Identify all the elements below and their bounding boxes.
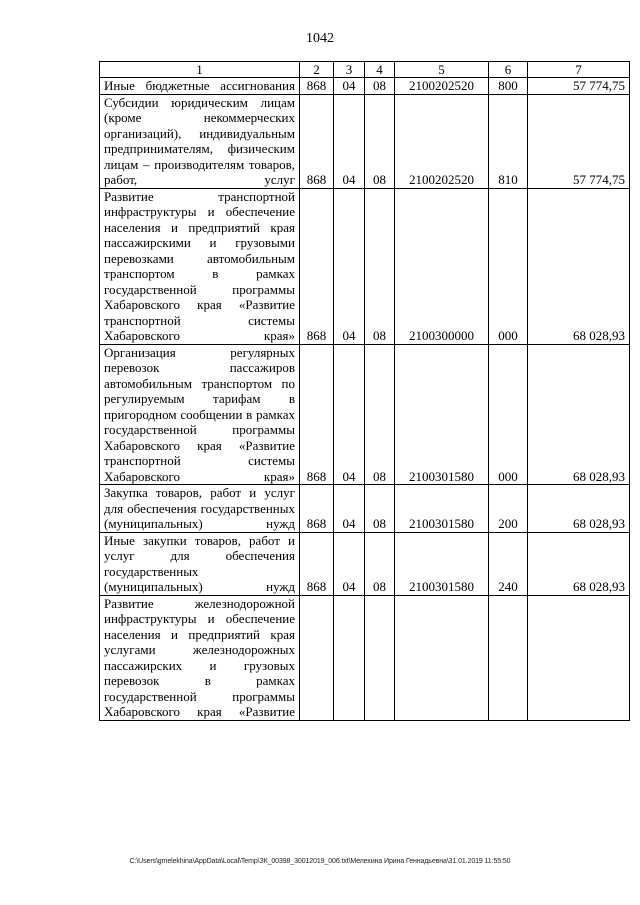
table-row (100, 485, 630, 533)
expense-type-cell: 240 (489, 532, 528, 595)
ministry-code-cell (300, 595, 334, 720)
table-row (100, 532, 630, 595)
expense-type-cell: 200 (489, 485, 528, 533)
header-cell: 6 (489, 62, 528, 78)
header-cell: 5 (395, 62, 489, 78)
row-name-cell: Организация регулярных перевозок пассажиров автомобильным транспортом по регулируемым тарифам в пригородном сообщении в рамках государственной программы Хабаровского края «Развитие транспортной системы Хабаровского края» (100, 344, 300, 485)
amount-cell: 68 028,93 (528, 485, 630, 533)
section-cell (334, 595, 365, 720)
section-cell: 04 (334, 485, 365, 533)
target-article-cell: 2100301580 (395, 344, 489, 485)
row-name-cell: Развитие транспортной инфраструктуры и обеспечение населения и предприятий края пассажирскими и грузовыми перевозками автомобильным транспортом в рамках государственной программы Хабаровского края «Развитие транспортной системы Хабаровского края» (100, 188, 300, 344)
target-article-cell: 2100301580 (395, 485, 489, 533)
expense-type-cell: 000 (489, 188, 528, 344)
expense-type-cell: 810 (489, 94, 528, 188)
target-article-cell: 2100301580 (395, 532, 489, 595)
subsection-cell: 08 (365, 188, 395, 344)
section-cell: 04 (334, 78, 365, 95)
table-row (100, 344, 630, 485)
amount-cell: 68 028,93 (528, 532, 630, 595)
amount-cell: 68 028,93 (528, 188, 630, 344)
row-name-cell: Развитие железнодорожной инфраструктуры и обеспечение населения и предприятий края услугами железнодорожных пассажирских и грузовых перевозок в рамках государственной программы Хабаровского края «Развитие (100, 595, 300, 720)
amount-cell (528, 595, 630, 720)
ministry-code-cell: 868 (300, 485, 334, 533)
header-cell: 4 (365, 62, 395, 78)
expense-type-cell: 800 (489, 78, 528, 95)
header-cell: 1 (100, 62, 300, 78)
expense-type-cell (489, 595, 528, 720)
amount-cell: 68 028,93 (528, 344, 630, 485)
section-cell: 04 (334, 94, 365, 188)
file-path-footer: C:\Users\gmelekhina\AppData\Local\Temp\ЗК_00398_30012019_006.txt\Мелехина Ирина Геннадьевна\31.01.2019 11:55:50 (129, 858, 511, 865)
table-row (100, 188, 630, 344)
section-cell: 04 (334, 344, 365, 485)
row-name-cell: Закупка товаров, работ и услуг для обеспечения государственных (муниципальных) нужд (100, 485, 300, 533)
section-cell: 04 (334, 532, 365, 595)
header-cell: 2 (300, 62, 334, 78)
ministry-code-cell: 868 (300, 188, 334, 344)
target-article-cell: 2100202520 (395, 78, 489, 95)
row-name-cell: Субсидии юридическим лицам (кроме некоммерческих организаций), индивидуальным предпринимателям, физическим лицам – производителям товаров, работ, услуг (100, 94, 300, 188)
subsection-cell: 08 (365, 485, 395, 533)
target-article-cell (395, 595, 489, 720)
page-number: 1042 (306, 31, 334, 46)
row-name-cell: Иные бюджетные ассигнования (100, 78, 300, 95)
header-cell: 7 (528, 62, 630, 78)
ministry-code-cell: 868 (300, 94, 334, 188)
header-cell: 3 (334, 62, 365, 78)
ministry-code-cell: 868 (300, 532, 334, 595)
table-row (100, 78, 630, 95)
subsection-cell (365, 595, 395, 720)
budget-table (99, 61, 630, 721)
ministry-code-cell: 868 (300, 344, 334, 485)
table-row (100, 595, 630, 720)
section-cell: 04 (334, 188, 365, 344)
amount-cell: 57 774,75 (528, 78, 630, 95)
subsection-cell: 08 (365, 78, 395, 95)
table-header-row (100, 62, 630, 78)
subsection-cell: 08 (365, 344, 395, 485)
target-article-cell: 2100300000 (395, 188, 489, 344)
target-article-cell: 2100202520 (395, 94, 489, 188)
subsection-cell: 08 (365, 94, 395, 188)
subsection-cell: 08 (365, 532, 395, 595)
ministry-code-cell: 868 (300, 78, 334, 95)
expense-type-cell: 000 (489, 344, 528, 485)
amount-cell: 57 774,75 (528, 94, 630, 188)
table-row (100, 94, 630, 188)
row-name-cell: Иные закупки товаров, работ и услуг для обеспечения государственных (муниципальных) нужд (100, 532, 300, 595)
